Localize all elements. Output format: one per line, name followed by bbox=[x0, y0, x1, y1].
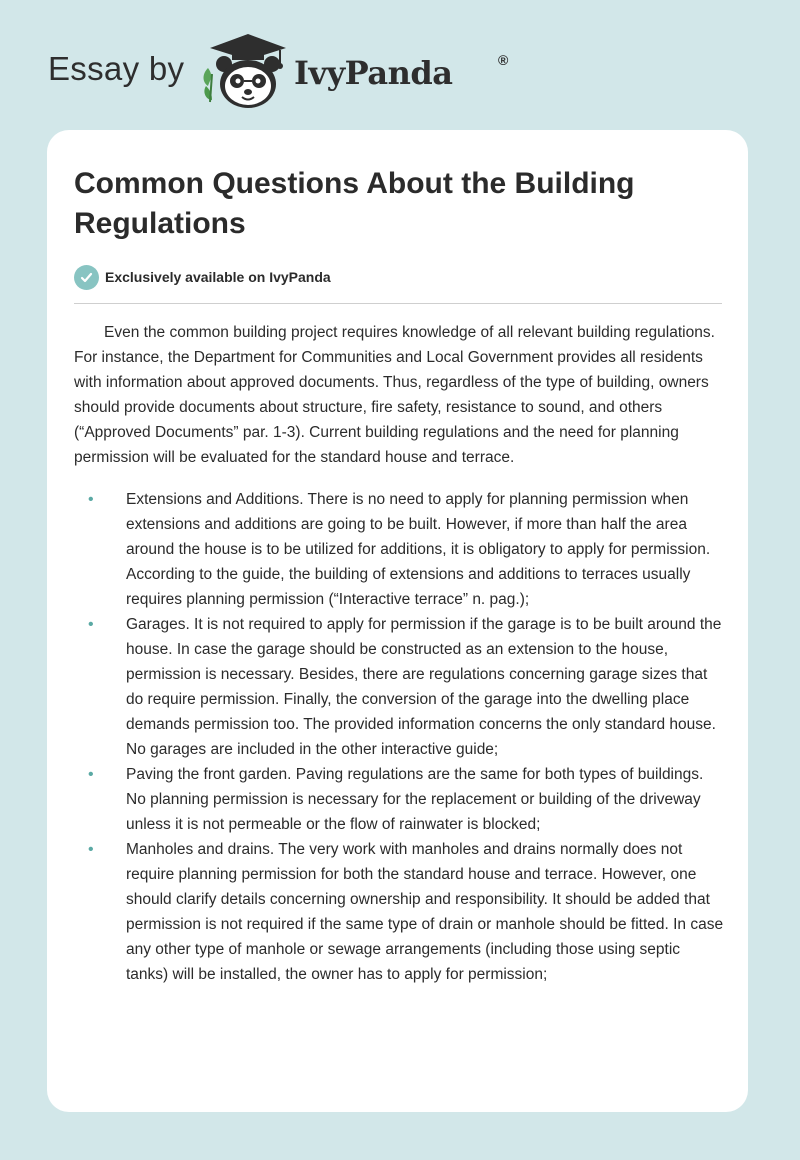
list-item bbox=[74, 762, 724, 837]
list-item-text: Extensions and Additions. There is no need to apply for planning permission when extensions and additions are going to be built. However, if more than half the area around the house is to be utilized for additions, it is obligatory to apply for permission. According to the guide, the building of extensions and additions to terraces usually requires planning permission (“Interactive terrace” n. pag.); bbox=[126, 491, 711, 608]
essay-title: Common Questions About the Building Regulations bbox=[74, 167, 635, 240]
exclusive-badge bbox=[74, 264, 331, 290]
essay-by-label: Essay by bbox=[48, 50, 185, 87]
registered-mark: ® bbox=[498, 52, 509, 68]
essay-body bbox=[74, 320, 724, 987]
title-divider bbox=[74, 303, 722, 304]
list-item bbox=[74, 487, 724, 612]
exclusive-badge-text: Exclusively available on IvyPanda bbox=[105, 269, 331, 285]
ivypanda-logo-icon[interactable] bbox=[198, 30, 293, 110]
list-item-text: Garages. It is not required to apply for permission if the garage is to be built around the house. In case the garage should be constructed as an extension to the house, permission is necessary. Besides, there are regulations concerning garage sizes that do require permission. Finally, the conversion of the garage into the dwelling place demands permission too. The provided information concerns the only standard house. No garages are included in the other interactive guide; bbox=[126, 616, 722, 758]
essay-card bbox=[47, 130, 748, 1112]
list-item bbox=[74, 837, 724, 987]
list-item-text: Manholes and drains. The very work with manholes and drains normally does not require planning permission for both the standard house and terrace. However, one should clarify details concerning ownership and responsibility. It should be added that permission is not required if the same type of drain or manhole should be fitted. In case any other type of manhole or sewage arrangements (including those using septic tanks) will be installed, the owner has to apply for permission; bbox=[126, 841, 724, 983]
brand-name[interactable]: IvyPanda bbox=[294, 54, 453, 92]
list-item-text: Paving the front garden. Paving regulations are the same for both types of buildings. No planning permission is necessary for the replacement or building of the driveway unless it is not permeable or the flow of rainwater is blocked; bbox=[126, 766, 704, 833]
check-icon bbox=[74, 265, 99, 290]
bullet-icon: • bbox=[88, 766, 94, 783]
bullet-icon: • bbox=[88, 616, 94, 633]
list-item bbox=[74, 612, 724, 762]
regulations-list bbox=[74, 487, 724, 987]
site-header bbox=[48, 30, 508, 110]
bullet-icon: • bbox=[88, 491, 94, 508]
intro-paragraph: Even the common building project requires knowledge of all relevant building regulations. For instance, the Department for Communities and Local Government provides all residents with information about approved documents. Thus, regardless of the type of building, owners should provide documents about structure, fire safety, resistance to sound, and others (“Approved Documents” par. 1-3). Current building regulations and the need for planning permission will be evaluated for the standard house and terrace. bbox=[74, 324, 715, 466]
bullet-icon: • bbox=[88, 841, 94, 858]
ivy-leaf-icon bbox=[204, 68, 213, 102]
